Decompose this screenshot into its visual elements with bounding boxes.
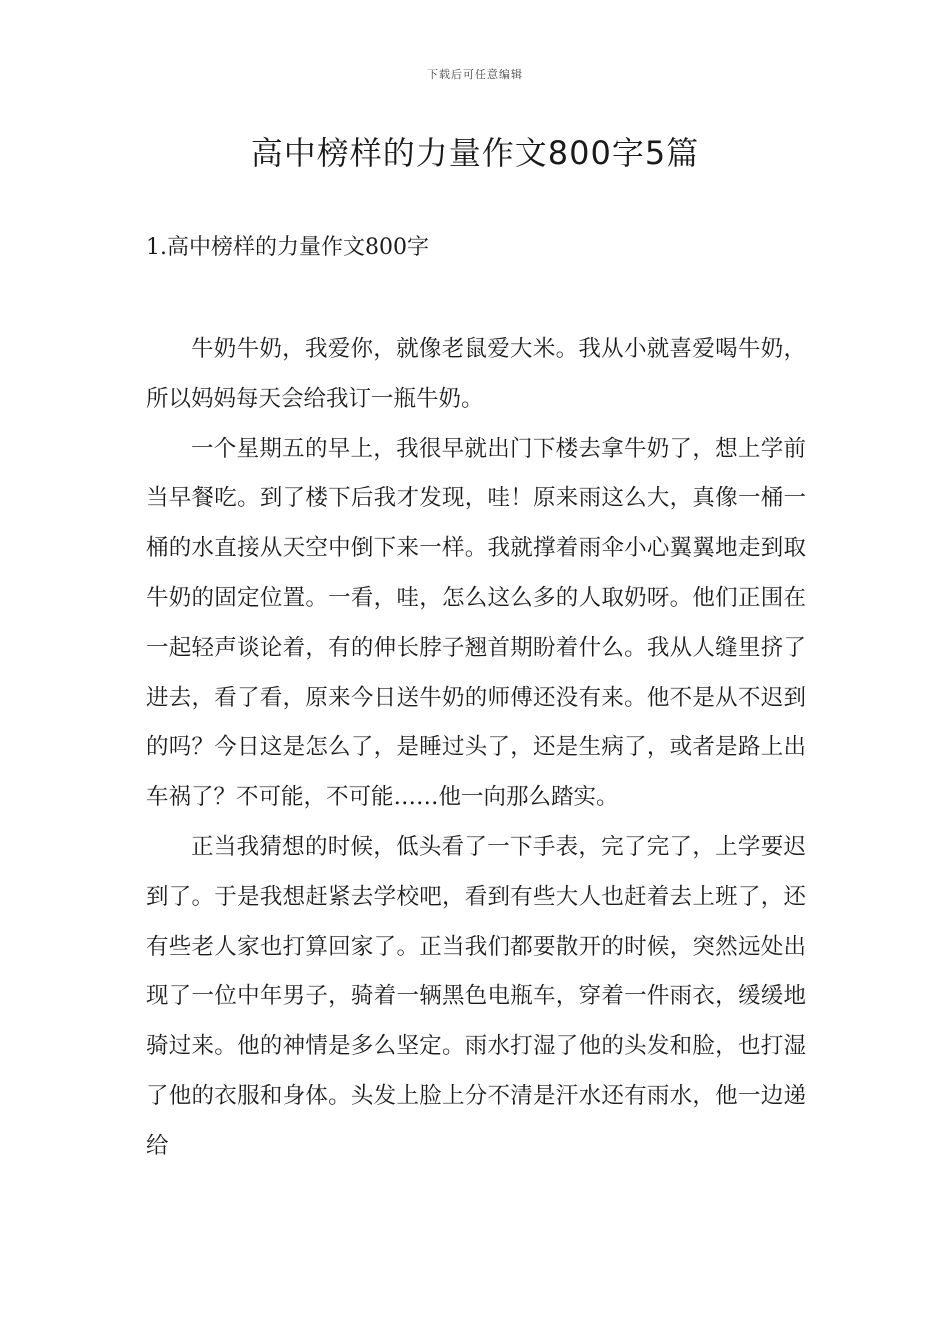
section-heading: 1.高中榜样的力量作文800字 — [146, 235, 429, 260]
essay-body — [146, 325, 806, 1172]
paragraph: 正当我猜想的时候，低头看了一下手表，完了完了，上学要迟到了。于是我想赶紧去学校吧，看到有些大人也赶着去上班了，还有些老人家也打算回家了。正当我们都要散开的时候，突然远处出现了一位中年男子，骑着一辆黑色电瓶车，穿着一件雨衣，缓缓地骑过来。他的神情是多么坚定。雨水打湿了他的头发和脸，也打湿了他的衣服和身体。头发上脸上分不清是汗水还有雨水，他一边递给 — [146, 833, 806, 1159]
header-note: 下载后可任意编辑 — [427, 68, 523, 81]
paragraph: 牛奶牛奶，我爱你，就像老鼠爱大米。我从小就喜爱喝牛奶，所以妈妈每天会给我订一瓶牛奶。 — [146, 336, 806, 412]
paragraph: 一个星期五的早上，我很早就出门下楼去拿牛奶了，想上学前当早餐吃。到了楼下后我才发现，哇！原来雨这么大，真像一桶一桶的水直接从天空中倒下来一样。我就撑着雨伞小心翼翼地走到取牛奶的固定位置。一看，哇，怎么这么多的人取奶呀。他们正围在一起轻声谈论着，有的伸长脖子翘首期盼着什么。我从人缝里挤了进去，看了看，原来今日送牛奶的师傅还没有来。他不是从不迟到的吗？今日这是怎么了，是睡过头了，还是生病了，或者是路上出车祸了？不可能，不可能……他一向那么踏实。 — [146, 435, 806, 811]
document-title: 高中榜样的力量作文800字5篇 — [250, 134, 700, 172]
